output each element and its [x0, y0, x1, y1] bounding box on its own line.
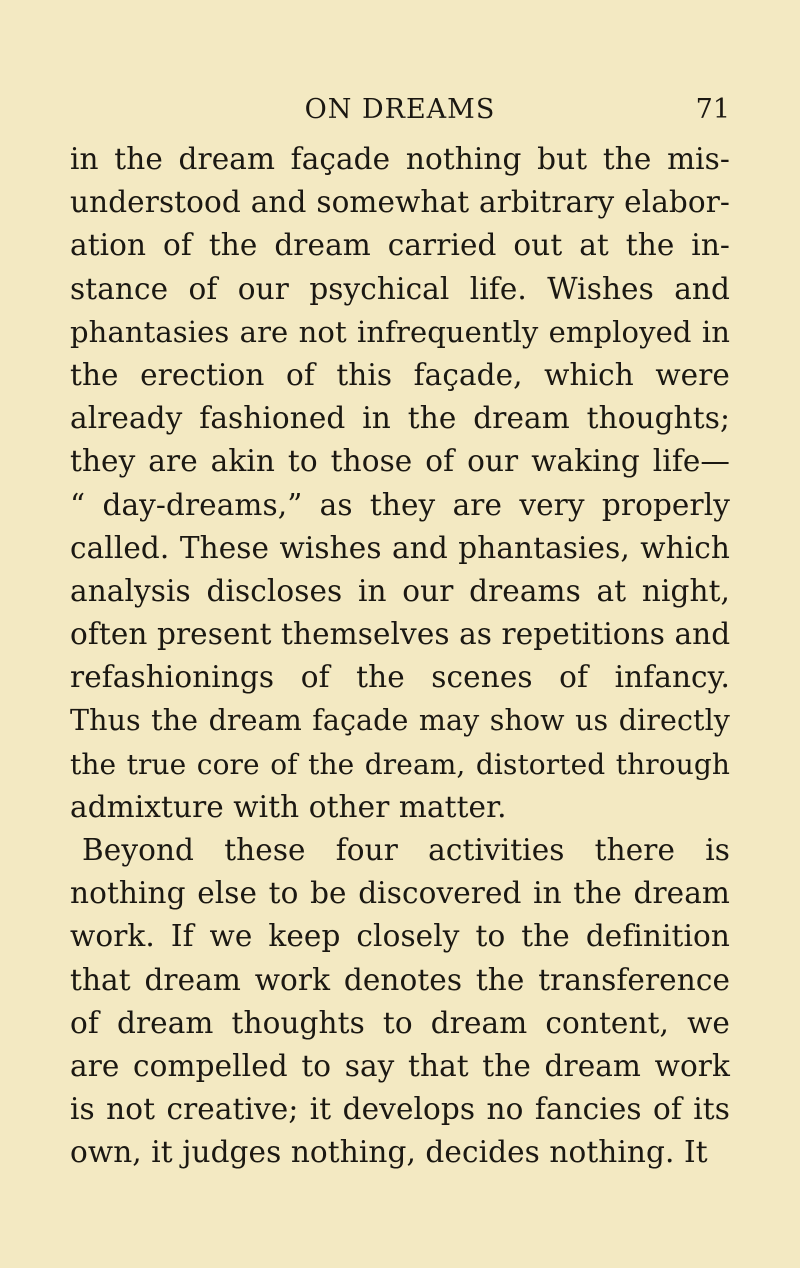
text-line: ation of the dream carried out at the in-: [70, 228, 730, 263]
text-line: work. If we keep closely to the definition: [70, 919, 730, 954]
page-number: 71: [695, 94, 730, 125]
text-line: understood and somewhat arbitrary elabor-: [70, 185, 730, 220]
text-line: that dream work denotes the transference: [70, 962, 730, 997]
running-head-title: ON DREAMS: [304, 94, 496, 125]
text-line: analysis discloses in our dreams at night,: [70, 573, 730, 608]
text-line: stance of our psychical life. Wishes and: [70, 271, 730, 306]
text-line: already fashioned in the dream thoughts;: [70, 401, 730, 436]
body-text: [70, 138, 730, 1175]
text-line: own, it judges nothing, decides nothing. It: [70, 1135, 708, 1170]
text-line: phantasies are not infrequently employed in: [70, 314, 730, 349]
running-head: [70, 90, 730, 130]
text-line: they are akin to those of our waking life—: [70, 444, 730, 479]
text-line: of dream thoughts to dream content, we: [70, 1005, 730, 1040]
text-line: called. These wishes and phantasies, which: [70, 530, 730, 565]
text-line: often present themselves as repetitions and: [70, 617, 731, 652]
text-line: in the dream façade nothing but the mis-: [70, 142, 730, 176]
text-line: Thus the dream façade may show us directly: [70, 704, 730, 738]
text-line: the true core of the dream, distorted through: [70, 747, 730, 781]
text-line: refashionings of the scenes of infancy.: [70, 660, 730, 695]
text-line: are compelled to say that the dream work: [70, 1048, 730, 1083]
text-line: Beyond these four activities there is: [82, 833, 730, 867]
text-line: is not creative; it develops no fancies of its: [70, 1092, 730, 1127]
text-line: the erection of this façade, which were: [70, 357, 730, 392]
text-line: nothing else to be discovered in the dream: [70, 876, 730, 911]
text-line: admixture with other matter.: [70, 789, 507, 824]
text-line: “ day-dreams,” as they are very properly: [70, 487, 730, 522]
